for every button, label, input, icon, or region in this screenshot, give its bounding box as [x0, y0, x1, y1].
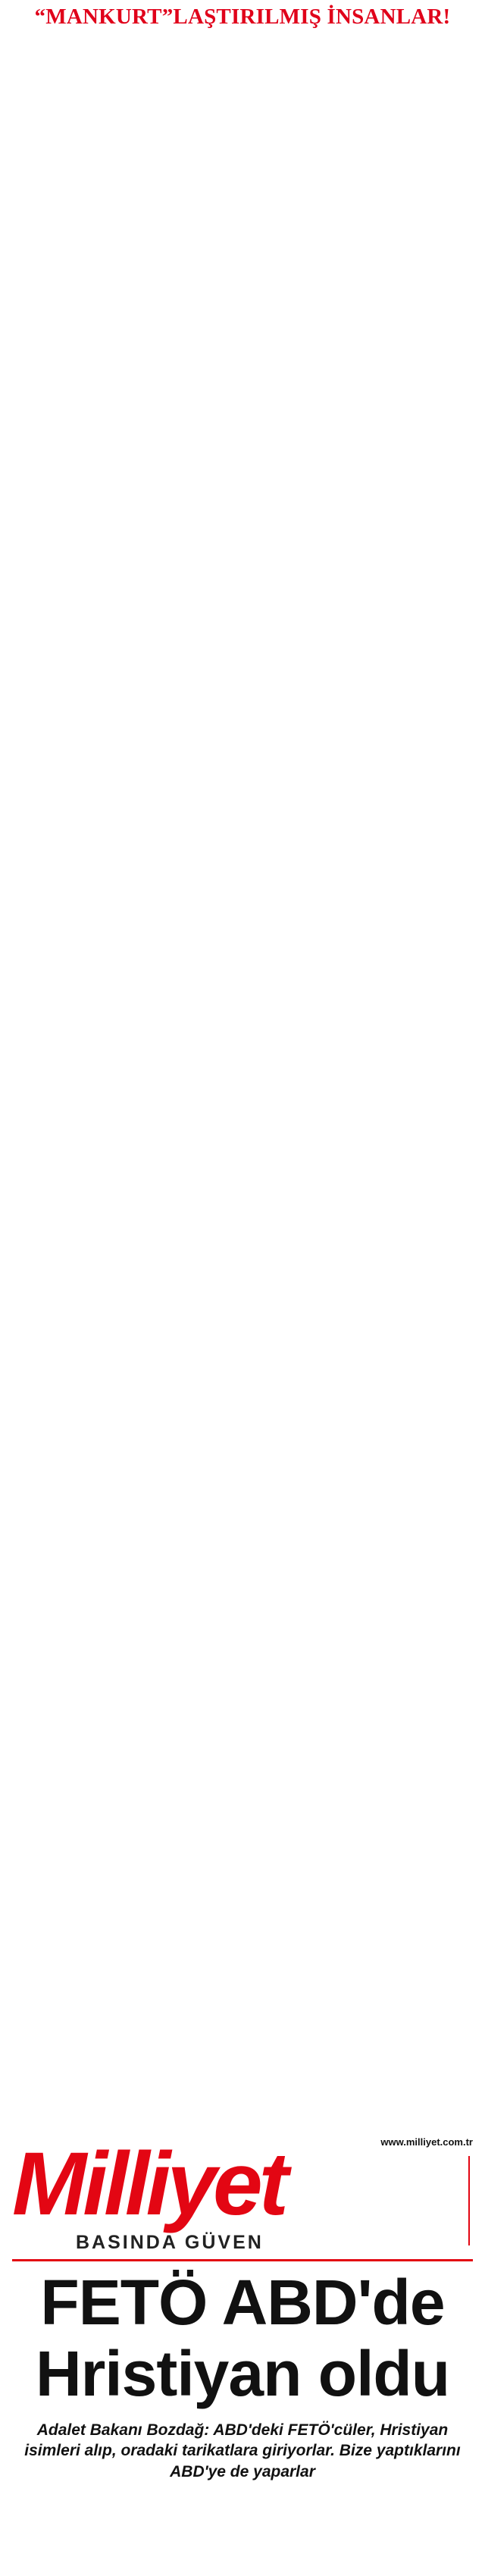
- article-paragraph: [17, 765, 468, 794]
- article-paragraph: [17, 365, 468, 393]
- article-paragraph: [17, 74, 468, 102]
- clipping-text: [0, 1956, 485, 2132]
- clipping-paragraph: [17, 1960, 468, 1988]
- article-paragraph: [17, 874, 468, 903]
- article-paragraph: [17, 729, 468, 757]
- newspaper-clipping: [0, 1956, 485, 2576]
- clipping-headline-line2: Hristiyan oldu: [35, 2338, 450, 2409]
- newspaper-tagline: BASINDA GÜVEN: [76, 2232, 264, 2253]
- article-paragraph: [17, 547, 468, 575]
- article-paragraph: [17, 110, 468, 139]
- article-body: [17, 37, 468, 903]
- newspaper-website: www.milliyet.com.tr: [380, 2136, 473, 2148]
- masthead-divider: [12, 2259, 473, 2261]
- article-paragraph: [17, 510, 468, 539]
- clipping-paragraph: [17, 2027, 468, 2054]
- article-paragraph: [17, 656, 468, 685]
- article-paragraph: [17, 219, 468, 248]
- article-paragraph: [17, 37, 468, 66]
- article-paragraph: [17, 583, 468, 612]
- article-paragraph: [17, 328, 468, 357]
- article-paragraph: [17, 183, 468, 212]
- newspaper-logo: Milliyet: [12, 2134, 285, 2234]
- article-paragraph: [17, 401, 468, 430]
- article-paragraph: [17, 801, 468, 830]
- clipping-headline: [0, 2267, 485, 2409]
- article-paragraph: [17, 146, 468, 175]
- article-paragraph: [17, 292, 468, 321]
- clipping-deck: Adalet Bakanı Bozdağ: ABD'deki FETÖ'cüler, Hristiyan isimleri alıp, oradaki tarikatlara giriyorlar. Bize yaptıklarını ABD'ye de yaparlar: [24, 2421, 461, 2480]
- article-paragraph: [17, 437, 468, 466]
- article-paragraph: [17, 619, 468, 648]
- article-paragraph: [17, 255, 468, 284]
- clipping-paragraph: [17, 1994, 468, 2021]
- article-headline: “MANKURT”LAŞTIRILMIŞ İNSANLAR!: [34, 5, 451, 29]
- issue-info: [444, 2156, 470, 2245]
- article-paragraph: [17, 474, 468, 503]
- article-paragraph: [17, 692, 468, 721]
- clipping-headline-line1: FETÖ ABD'de: [40, 2267, 445, 2338]
- clipping-paragraph: [17, 2060, 468, 2088]
- article-paragraph: [17, 838, 468, 867]
- newspaper-masthead: [0, 2135, 485, 2262]
